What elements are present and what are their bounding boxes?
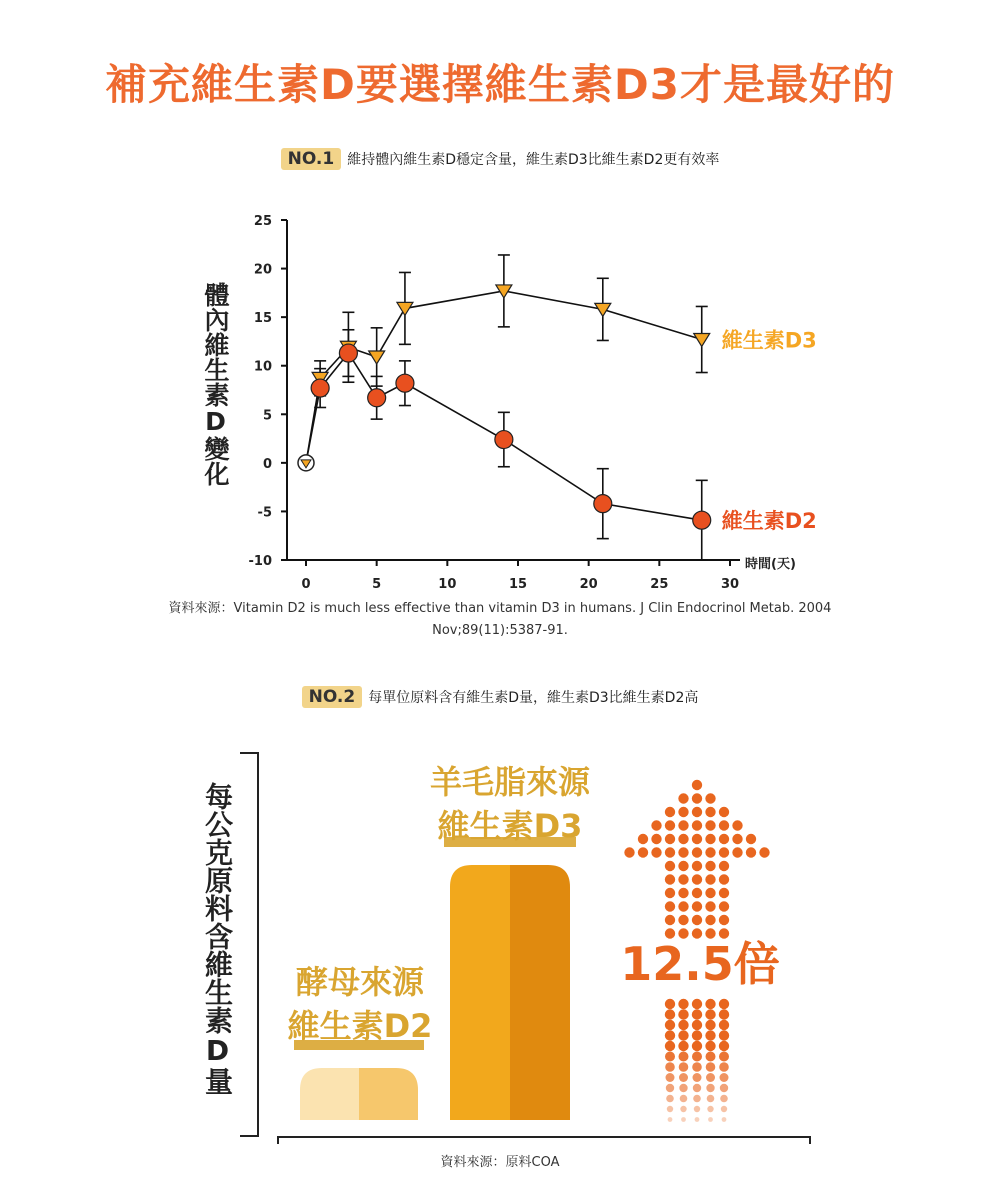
arrow-dot (732, 847, 742, 857)
arrow-dot (665, 1020, 675, 1030)
y-tick-label: 25 (253, 214, 272, 229)
arrow-dot (719, 807, 729, 817)
y-tick-label: -10 (248, 554, 272, 569)
arrow-dot (692, 1009, 702, 1019)
section2-subtitle-text: 每單位原料含有維生素D量，維生素D3比維生素D2高 (368, 690, 699, 706)
arrow-dot (705, 1009, 715, 1019)
arrow-dot (719, 834, 729, 844)
bar-d3-right (510, 865, 570, 1120)
arrow-dot (720, 1073, 729, 1082)
arrow-dot (692, 861, 702, 871)
arrow-dot (665, 847, 675, 857)
arrow-dot (678, 861, 688, 871)
arrow-dot (720, 1084, 728, 1092)
arrow-dot (666, 1095, 674, 1103)
arrow-dot (624, 847, 634, 857)
section1-subtitle-text: 維持體內維生素D穩定含量，維生素D3比維生素D2更有效率 (347, 152, 720, 168)
arrow-dot (692, 793, 702, 803)
arrow-dot (705, 901, 715, 911)
bar-d3-left (450, 865, 510, 1120)
arrow-dot (692, 1062, 702, 1072)
arrow-dot (719, 861, 729, 871)
arrow-dot (695, 1117, 700, 1122)
bar-label-d2-line1: 酵母來源 (295, 963, 424, 1001)
arrow-dot (719, 820, 729, 830)
arrow-dot (665, 834, 675, 844)
arrow-dot (705, 834, 715, 844)
arrow-dot (719, 1052, 729, 1062)
x-tick-label: 20 (579, 577, 598, 592)
bar-label-d2 (270, 960, 450, 1048)
x-tick-label: 25 (650, 577, 669, 592)
arrow-dot (705, 807, 715, 817)
arrow-dot (665, 915, 675, 925)
arrow-dot (679, 1062, 689, 1072)
arrow-dot (707, 1106, 713, 1112)
series-label: 維生素D2 (721, 509, 817, 534)
arrow-dot (705, 847, 715, 857)
arrow-dot (722, 1117, 727, 1122)
arrow-dot (666, 1073, 675, 1082)
arrow-dot (719, 915, 729, 925)
y-tick-label: 15 (253, 311, 272, 327)
arrow-dot (678, 834, 688, 844)
section2-badge: NO.2 (302, 686, 363, 708)
x-axis-label: 時間(天) (745, 557, 796, 572)
arrow-dot (692, 874, 702, 884)
arrow-dot (681, 1117, 686, 1122)
arrow-dot (665, 1030, 675, 1040)
arrow-dot (692, 888, 702, 898)
arrow-dot (719, 888, 729, 898)
arrow-dot (719, 847, 729, 857)
chart1-source-line1: 資料來源：Vitamin D2 is much less effective than vitamin D3 in humans. J Clin Endocrinol Metab. 2004 (168, 601, 832, 616)
arrow-dot (705, 1020, 715, 1030)
bar-label-d3-line1: 羊毛脂來源 (429, 763, 590, 801)
arrow-dot (651, 820, 661, 830)
x-tick-label: 0 (301, 577, 311, 592)
arrow-dot (665, 874, 675, 884)
arrow-dot (705, 999, 715, 1009)
arrow-dot (678, 793, 688, 803)
arrow-dot (692, 999, 702, 1009)
chart1-source-line2: Nov;89(11):5387-91. (432, 623, 568, 638)
arrow-dot (692, 847, 702, 857)
arrow-dot (638, 847, 648, 857)
arrow-dot (638, 834, 648, 844)
arrow-dot (746, 834, 756, 844)
arrow-dot (665, 820, 675, 830)
arrow-dot (665, 1062, 675, 1072)
arrow-dot (719, 999, 729, 1009)
arrow-dot (692, 820, 702, 830)
arrow-dot (665, 1009, 675, 1019)
arrow-dot (706, 1084, 714, 1092)
arrow-dot (746, 847, 756, 857)
chart2-source: 資料來源：原料COA (440, 1155, 560, 1170)
arrow-dot (667, 1106, 673, 1112)
y-tick-label: -5 (257, 505, 272, 521)
arrow-dot (720, 1095, 728, 1103)
section1-badge: NO.1 (281, 148, 342, 170)
arrow-dot (708, 1117, 713, 1122)
arrow-dot (692, 1020, 702, 1030)
arrow-dot (705, 861, 715, 871)
x-tick-label: 30 (720, 577, 740, 592)
arrow-dot (705, 1041, 715, 1051)
arrow-dot (705, 820, 715, 830)
arrow-dot (651, 847, 661, 857)
arrow-dot (705, 1030, 715, 1040)
arrow-dot (719, 1041, 729, 1051)
arrow-dot (678, 1020, 688, 1030)
x-tick-label: 15 (508, 577, 528, 592)
arrow-dot (665, 999, 675, 1009)
arrow-dot (678, 807, 688, 817)
arrow-dot (692, 780, 702, 790)
arrow-dot (719, 874, 729, 884)
arrow-dot (678, 847, 688, 857)
arrow-dot (692, 1041, 702, 1051)
arrow-dot (759, 847, 769, 857)
arrow-dot (680, 1106, 686, 1112)
arrow-dot (719, 1062, 729, 1072)
arrow-dot (678, 901, 688, 911)
chart2-left-axis (240, 753, 258, 1136)
arrow-dot (719, 1020, 729, 1030)
arrow-dot (692, 1030, 702, 1040)
bar-label-d3-line2: 維生素D3 (437, 807, 583, 845)
arrow-dot (678, 874, 688, 884)
arrow-dot (678, 1041, 688, 1051)
arrow-dot (665, 888, 675, 898)
arrow-dot (679, 1052, 689, 1062)
arrow-dot (692, 834, 702, 844)
arrow-dot (651, 834, 661, 844)
y-tick-label: 10 (253, 359, 272, 375)
arrow-dot (665, 807, 675, 817)
arrow-dot (680, 1095, 688, 1103)
arrow-dot (693, 1073, 702, 1082)
arrow-dot (665, 901, 675, 911)
bar-label-d2-line2: 維生素D2 (287, 1007, 433, 1045)
arrow-dot (705, 793, 715, 803)
arrow-dot (707, 1095, 715, 1103)
arrow-dot (732, 820, 742, 830)
arrow-dot (665, 1041, 675, 1051)
arrow-dot (692, 807, 702, 817)
bar-label-d3 (410, 760, 610, 848)
chart2-bottom-axis (278, 1137, 810, 1144)
y-tick-label: 20 (253, 262, 272, 278)
arrow-dot (719, 901, 729, 911)
arrow-dot (693, 1084, 701, 1092)
page-title: 補充維生素D要選擇維生素D3才是最好的 (105, 60, 895, 109)
arrow-dot (678, 888, 688, 898)
arrow-dot (665, 1052, 675, 1062)
arrow-dot (668, 1117, 673, 1122)
arrow-dot (692, 1052, 702, 1062)
arrow-dot (678, 820, 688, 830)
arrow-dot (692, 901, 702, 911)
arrow-dot (678, 1009, 688, 1019)
y-tick-label: 0 (262, 456, 272, 472)
arrow-dot (706, 1062, 716, 1072)
arrow-dot (706, 1073, 715, 1082)
chart2-ylabel: 每公克原料含維生素D量 (201, 782, 234, 1095)
arrow-dot (665, 861, 675, 871)
arrow-dot (692, 915, 702, 925)
arrow-dot (732, 834, 742, 844)
bar-d2-left (300, 1068, 359, 1120)
arrow-dot (679, 1084, 687, 1092)
arrow-dot (719, 1030, 729, 1040)
series-label: 維生素D3 (721, 328, 817, 353)
arrow-dot (678, 1030, 688, 1040)
arrow-dot (694, 1106, 700, 1112)
arrow-dot (693, 1095, 701, 1103)
arrow-dot (666, 1084, 674, 1092)
arrow-dot (705, 888, 715, 898)
arrow-dot (678, 999, 688, 1009)
x-tick-label: 5 (372, 577, 382, 592)
x-tick-label: 10 (438, 577, 457, 592)
y-tick-label: 5 (262, 408, 272, 424)
arrow-dot (719, 1009, 729, 1019)
arrow-dot (706, 1052, 716, 1062)
arrow-dot (705, 874, 715, 884)
ratio-label: 12.5倍 (620, 937, 780, 991)
arrow-dot (705, 915, 715, 925)
chart1-ylabel: 體內維生素D變化 (201, 282, 230, 486)
arrow-dot (721, 1106, 727, 1112)
arrow-dot (679, 1073, 688, 1082)
bar-d2-right (359, 1068, 418, 1120)
arrow-dot (678, 915, 688, 925)
